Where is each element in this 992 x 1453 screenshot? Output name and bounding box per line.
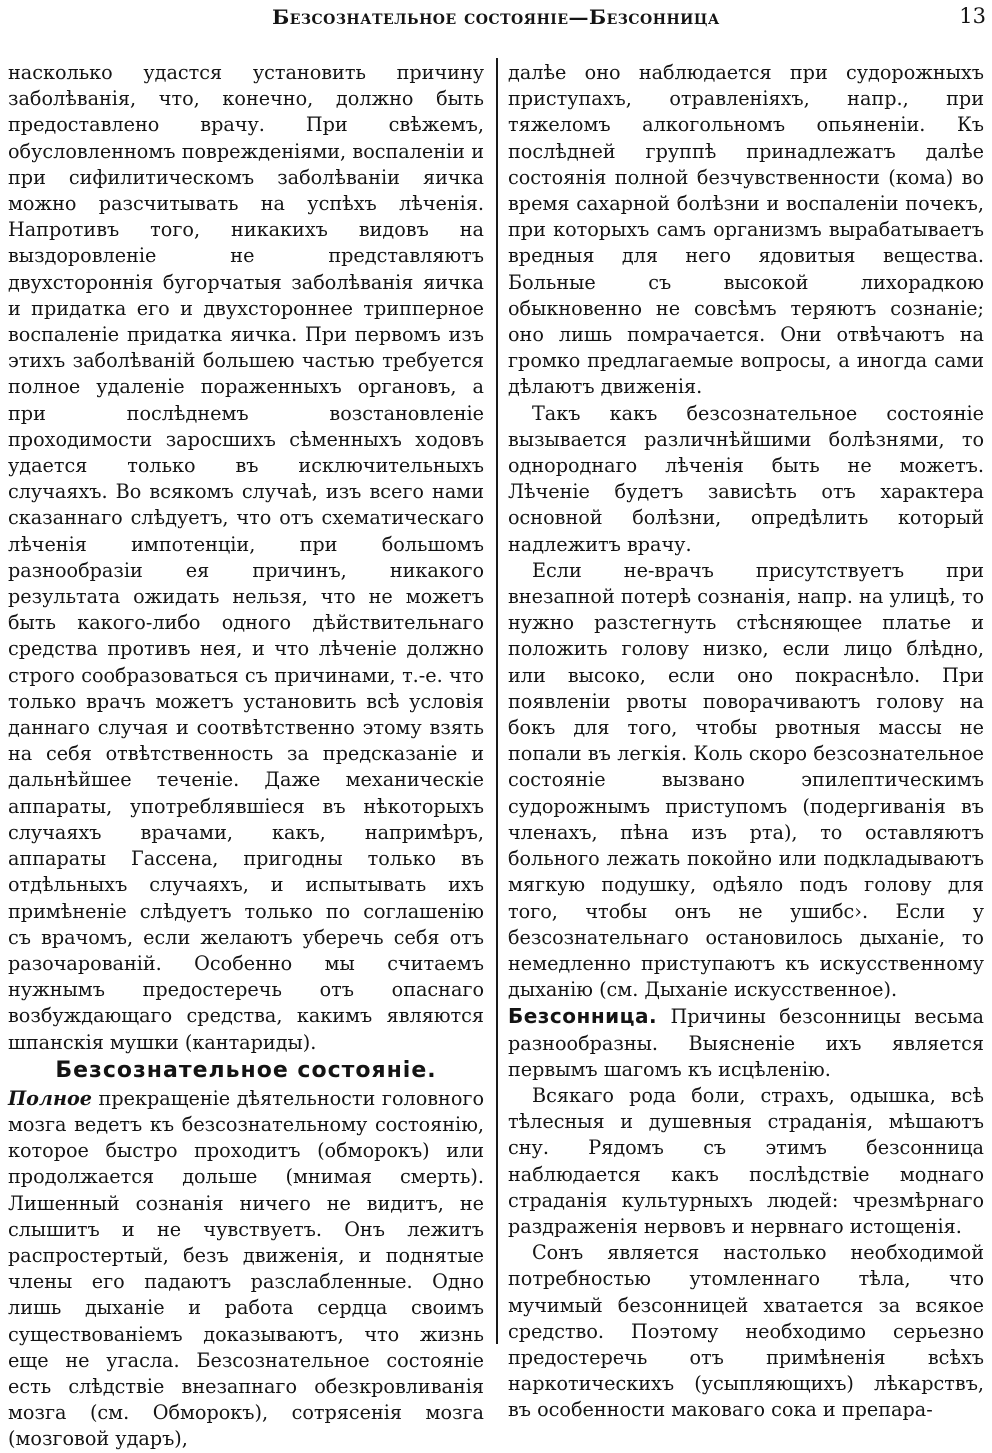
section-title-unconsciousness: Безсознательное состояніе. [55,1057,437,1083]
left-column [8,60,484,1453]
right-paragraph-3: Если не-врачъ присутствуетъ при внезапной потерѣ сознанія, напр. на улицѣ, то нужно разстегнуть стѣсняющее платье и положить голову низко, если лицо блѣдно, или высоко, если оно покраснѣло. При появленіи рвоты поворачиваютъ голову на бокъ для того, чтобы рвотныя массы не попали въ легкія. Коль скоро безсознательное состояніе вызвано эпилептическимъ судорожнымъ приступомъ (подергиванія въ членахъ, пѣна изъ рта), то оставляютъ больного лежать покойно или подкладываютъ мягкую подушку, одѣяло подъ голову для того, чтобы онъ не ушибс›. Если у безсознательнаго остановилось дыханіе, то немедленно приступаютъ къ искусственному дыханію (см. Дыханіе искусственное). [508,558,984,1002]
right-paragraph-4-text: Причины безсонницы весьма разнообразны. Выясненіе ихъ является первымъ шагомъ къ исцѣленію. [508,1005,984,1081]
right-paragraph-4 [508,1003,984,1083]
left-paragraph-2 [8,1086,484,1453]
right-paragraph-5: Всякаго рода боли, страхъ, одышка, всѣ тѣлесныя и душевныя страданія, мѣшаютъ сну. Рядомъ съ этимъ безсонница наблюдается какъ послѣдствіе моднаго страданія культурныхъ людей: чрезмѣрнаго раздраженія нервовъ и нервнаго истощенія. [508,1083,984,1238]
header-title: Безсознательное состояніе—Безсонница [272,5,720,29]
left-paragraph-2-text: прекращеніе дѣятельности головного мозга ведетъ къ безсознательному состоянію, которое быстро проходитъ (обморокъ) или продолжается дольше (мнимая смерть). Лишенный сознанія ничего не видитъ, не слышитъ и не чувствуетъ. Онъ лежитъ распростертый, безъ движенія, и поднятые члены его падаютъ разслабленные. Одно лишь дыханіе и работа сердца своимъ существованіемъ доказываютъ, что жизнь еще не угасла. Безсознательное состояніе есть слѣдствіе внезапнаго обезкровливанія мозга (см. Обморокъ), сотрясенія мозга (мозговой ударъ), [8,1086,484,1451]
right-paragraph-1: далѣе оно наблюдается при судорожныхъ приступахъ, отравленіяхъ, напр., при тяжеломъ алкогольномъ опьяненіи. Къ послѣдней группѣ принадлежатъ далѣе состоянія полной безчувственности (кома) во время сахарной болѣзни и воспаленіи почекъ, при которыхъ самъ организмъ вырабатываетъ вредныя для него ядовитыя вещества. Больные съ высокой лихорадкою обыкновенно не совсѣмъ теряютъ сознаніе; оно лишь помрачается. Они отвѣчаютъ на громко предлагаемые вопросы, а иногда сами дѣлаютъ движенія. [508,61,984,399]
left-paragraph-1: насколько удастся установить причину заболѣванія, что, конечно, должно быть предоставлено врачу. При свѣжемъ, обусловленномъ поврежденіями, воспаленіи и при сифилитическомъ заболѣваніи яичка можно разсчитывать на успѣхъ лѣченія. Напротивъ того, никакихъ видовъ на выздоровленіе не представляютъ двухстороннія бугорчатыя заболѣванія яичка и придатка его и двухстороннее трипперное воспаленіе придатка яичка. При первомъ изъ этихъ заболѣваній большею частью требуется полное удаленіе пораженныхъ органовъ, а при послѣднемъ возстановленіе проходимости заросшихъ сѣменныхъ ходовъ удается только въ исключительныхъ случаяхъ. Во всякомъ случаѣ, изъ всего нами сказаннаго слѣдуетъ, что отъ схематическаго лѣченія импотенціи, при большомъ разнообразіи ея причинъ, никакого результата ожидать нельзя, что не можетъ быть какого-либо одного дѣйствительнаго средства противъ нея, и что лѣченіе должно строго сообразоваться съ причинами, т.-е. что только врачъ можетъ установить всѣ условія даннаго случая и соотвѣтственно этому взять на себя отвѣтственность за предсказаніе и дальнѣйшее теченіе. Даже механическіе аппараты, употреблявшіеся въ нѣкоторыхъ случаяхъ врачами, какъ, напримѣръ, аппараты Гассена, пригодны только въ отдѣльныхъ случаяхъ, и испытывать ихъ примѣненіе слѣдуетъ только по соглашенію съ врачомъ, если желаютъ уберечь себя отъ разочарованій. Особенно мы считаемъ нужнымъ предостеречь отъ опаснаго возбуждающаго средства, какимъ являются шпанскія мушки (кантариды). [8,61,484,1054]
running-header [0,0,992,40]
right-column [508,60,984,1424]
right-paragraph-2: Такъ какъ безсознательное состояніе вызывается различнѣйшими болѣзнями, то однороднаго лѣченія быть не можетъ. Лѣченіе будетъ зависѣть отъ характера основной болѣзни, опредѣлить который надлежитъ врачу. [508,401,984,556]
page-number: 13 [959,4,986,28]
right-paragraph-6: Сонъ является настолько необходимой потребностью утомленнаго тѣла, что мучимый безсонницей хватается за всякое средство. Поэтому необходимо серьезно предостеречь отъ примѣненія всѣхъ наркотическихъ (усыпляющихъ) лѣкарствъ, въ особенности маковаго сока и препара- [508,1241,984,1422]
column-divider [496,58,498,1344]
paragraph-lead-word: Полное [8,1086,92,1110]
section-title-insomnia: Безсонница. [508,1004,658,1029]
